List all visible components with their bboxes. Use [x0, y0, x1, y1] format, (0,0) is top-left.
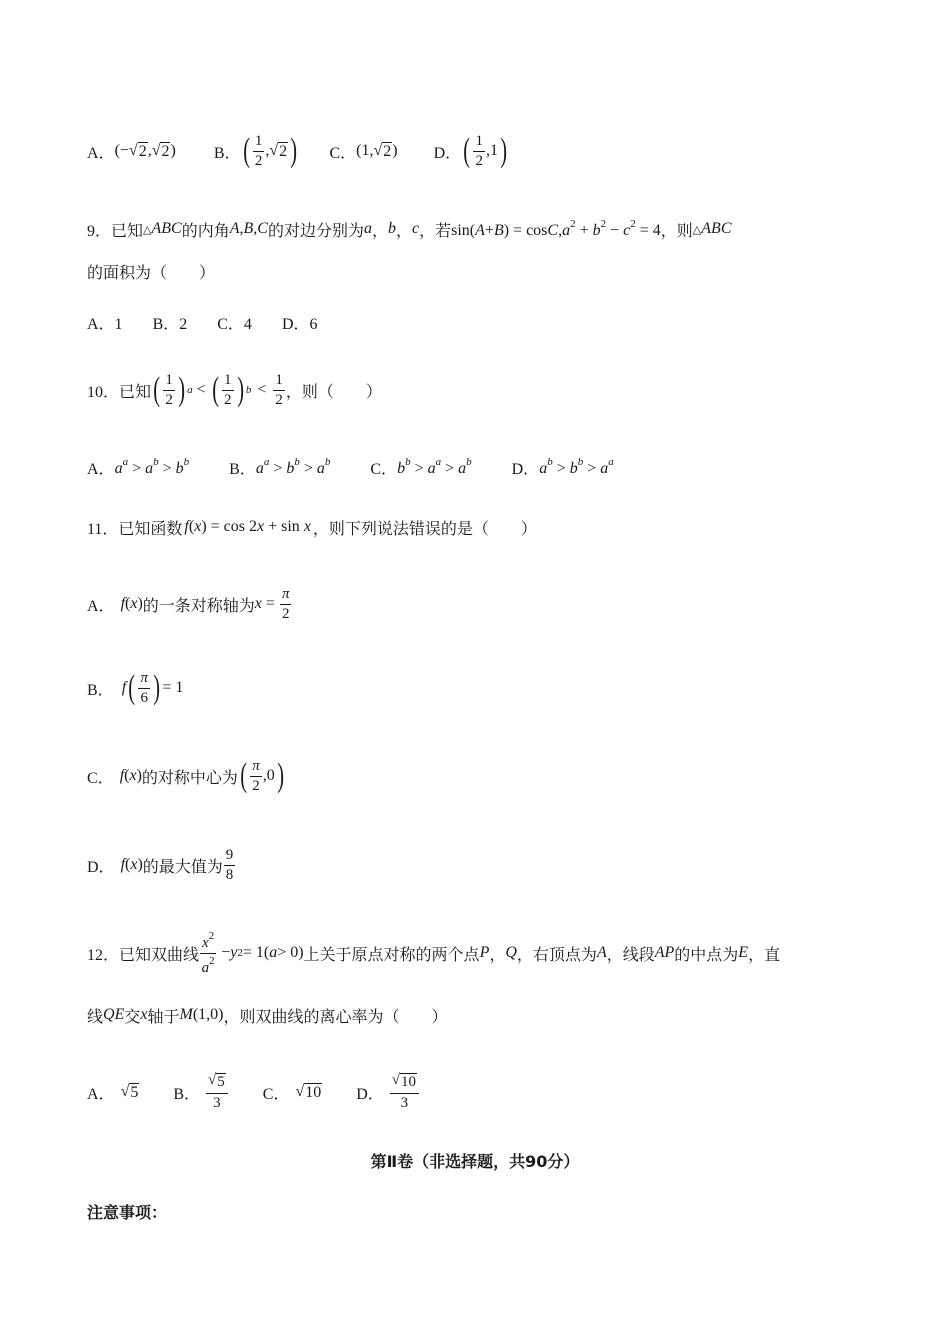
- q11-function: f(x) = cos 2x + sin x: [184, 518, 311, 535]
- notice-heading: 注意事项：: [87, 1203, 168, 1222]
- q8-option-a-expr: (− √ 2 , √ 2 ): [114, 141, 176, 160]
- q9-options: [87, 310, 318, 334]
- q9-triangle-abc-2: △ABC: [692, 220, 732, 237]
- q11-option-b-label: B．: [87, 681, 114, 699]
- q12-question: 12．已知双曲线 $\frac{x^2}{a^2}$ − y 2 = 1( a > 0) 上关于原点对称的两个点 P ， Q ，右顶点为 A ，线段 AP 的中点为 E ，直: [87, 929, 781, 976]
- section-title: 第Ⅱ卷（非选择题，共90分）: [370, 1152, 580, 1171]
- q11-option-c-label: C．: [87, 769, 114, 787]
- q12-line-qe: QE: [103, 1006, 125, 1023]
- q9-prefix: 9．已知: [87, 222, 144, 240]
- q12-text3: ，线段: [606, 946, 655, 964]
- q11-option-a-label: A．: [87, 597, 115, 615]
- q9-text3: ，若: [419, 222, 452, 240]
- q12-segment: AP: [654, 944, 675, 961]
- q8-option-c-label: C．: [329, 144, 357, 162]
- q11-suffix: ，则下列说法错误的是（ ）: [312, 520, 537, 538]
- q11-option-c: [87, 751, 286, 801]
- q9-option-c: C．4: [217, 315, 252, 333]
- q10-option-d-expr: $a^b > b^b > a^a$: [539, 456, 614, 477]
- q11-option-a-fx: f(x): [120, 595, 143, 612]
- q11-option-d-expr: $\frac{9}{8}$: [225, 846, 234, 883]
- q12-point-m: M(1,0): [179, 1006, 224, 1023]
- q11-option-d-label: D．: [87, 858, 115, 876]
- q11-option-c-expr: ( $\frac{\pi}{2}$ ,0 ): [240, 757, 284, 794]
- q11-option-a-text: 的一条对称轴为: [142, 597, 255, 615]
- q12-option-c-label: C．: [262, 1085, 290, 1103]
- q9-option-a: A．1: [87, 315, 123, 333]
- q11-option-d: [87, 841, 236, 889]
- q11-option-c-text: 的对称中心为: [141, 769, 238, 787]
- q11-question: [87, 514, 537, 540]
- q12-option-b-label: B．: [173, 1085, 201, 1103]
- q12-text1: 上关于原点对称的两个点: [303, 946, 480, 964]
- q12-line2-a: 线: [87, 1008, 104, 1026]
- q12-midpoint: E: [738, 944, 749, 961]
- q12-prefix: 12．已知双曲线: [87, 946, 200, 964]
- q10-prefix: 10．已知: [87, 383, 152, 401]
- q9-condition: $\sin(A+B) = \cos C,a^2 + b^2 - c^2 = 4$: [451, 218, 661, 239]
- q10-suffix: ，则（ ）: [285, 383, 382, 401]
- q12-text2: ，右顶点为: [516, 946, 597, 964]
- q9-text5: 的面积为（ ）: [87, 264, 216, 282]
- q10-option-a-expr: $a^a > a^b > b^b$: [114, 456, 190, 477]
- q8-option-c-expr: (1, √ 2 ): [356, 141, 398, 160]
- q11-option-b-expr: f ( $\frac{\pi}{6}$ ) = 1: [121, 669, 184, 706]
- q12-x-axis: x: [140, 1006, 148, 1023]
- q9-option-d: D．6: [281, 315, 318, 333]
- q12-points: P: [479, 944, 490, 961]
- q12-line2-d: ，则双曲线的离心率为（ ）: [223, 1008, 448, 1026]
- q9-option-b: B．2: [152, 315, 188, 333]
- q11-prefix: 11．已知函数: [87, 520, 183, 538]
- q9-text4: ，则: [660, 222, 693, 240]
- q10-option-b-expr: $a^a > b^b > a^b$: [255, 456, 331, 477]
- q9-question: 9．已知 △ABC 的内角 A , B , C 的对边分别为 a ， b ， c ，若 $\sin(A+B) = \cos C,a^2 + b^2 - c^2 = 4$ ，则 △ABC: [87, 218, 732, 240]
- q10-option-d-label: D．: [511, 460, 540, 478]
- q12-option-a-label: A．: [87, 1085, 115, 1103]
- q12-line2-b: 交: [124, 1008, 141, 1026]
- q9-question-line2: [87, 259, 215, 283]
- q11-option-a-expr: x = $\frac{\pi}{2}$: [254, 585, 290, 622]
- q10-option-b-label: B．: [229, 460, 256, 478]
- q8-option-a-label: A．: [87, 144, 115, 162]
- q10-options: [87, 454, 614, 480]
- q12-options: [87, 1066, 420, 1118]
- q8-option-b-label: B．: [213, 144, 241, 162]
- q12-option-d-expr: √ 10 3: [390, 1073, 419, 1111]
- q12-question-line2: [87, 1002, 447, 1028]
- q8-option-d-label: D．: [433, 144, 462, 162]
- q12-text4: 的中点为: [674, 946, 739, 964]
- q12-text5: ，直: [748, 946, 781, 964]
- q8-option-d-expr: ( $\frac{1}{2}$ ,1 ): [463, 132, 508, 169]
- q12-hyperbola: $\frac{x^2}{a^2}$ − y 2 = 1( a > 0): [201, 929, 304, 976]
- q12-option-d-label: D．: [356, 1085, 384, 1103]
- q12-option-c-expr: √ 10: [295, 1082, 322, 1101]
- q9-triangle-abc: △ABC: [143, 220, 182, 237]
- q12-option-a-expr: √ 5: [120, 1082, 139, 1101]
- q12-vertex: A: [596, 944, 607, 961]
- q12-line2-c: 轴于: [147, 1008, 180, 1026]
- q11-option-d-fx: f(x): [120, 856, 143, 873]
- q9-text2: 的对边分别为: [267, 222, 364, 240]
- q10-option-a-label: A．: [87, 460, 115, 478]
- q11-option-d-text: 的最大值为: [142, 858, 223, 876]
- q9-text1: 的内角: [181, 222, 230, 240]
- q10-option-c-label: C．: [370, 460, 398, 478]
- q10-question: [87, 364, 382, 416]
- q9-sides: a: [363, 220, 372, 237]
- q11-option-b: [87, 664, 183, 712]
- q9-angles: A: [229, 220, 240, 237]
- q12-option-b-expr: √ 5 3: [206, 1073, 228, 1111]
- q10-option-c-expr: $b^b > a^a > a^b$: [397, 456, 472, 477]
- q10-inequality: ( $\frac{1}{2}$ ) a < ( $\frac{1}{2}$ ) b < $\frac{1}{2}$: [153, 371, 283, 408]
- q11-option-c-fx: f(x): [119, 767, 142, 784]
- q8-option-b-expr: ( $\frac{1}{2}$ , √ 2 ): [242, 132, 298, 169]
- q8-options: [87, 128, 509, 174]
- q11-option-a: [87, 583, 292, 625]
